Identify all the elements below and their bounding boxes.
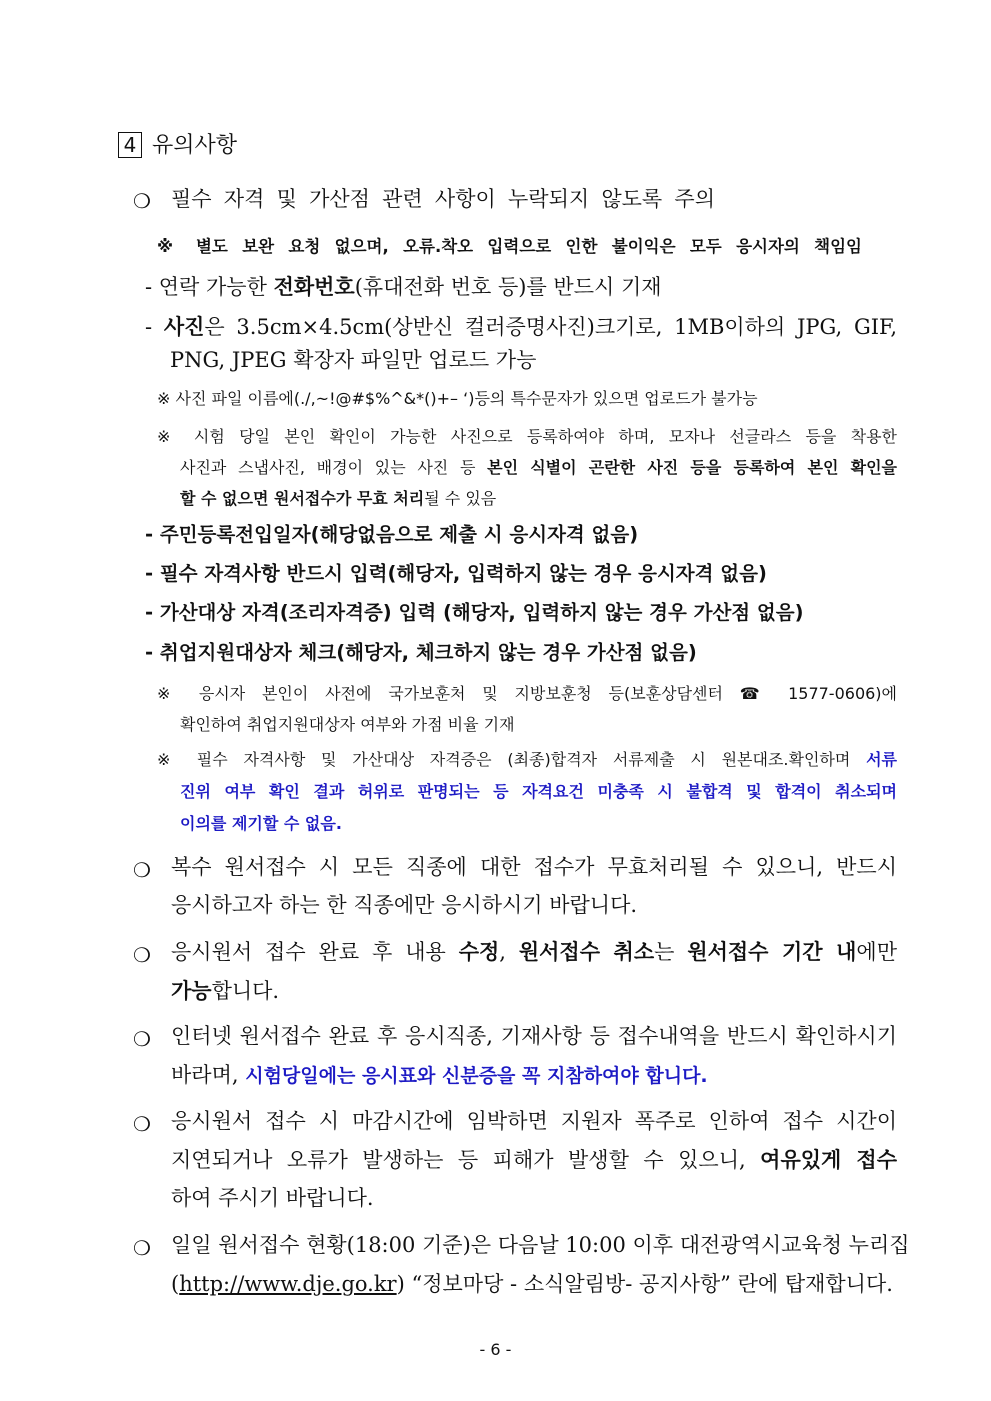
b3-plain-2: , (499, 940, 519, 964)
bullet-4-line-1: 인터넷 원서접수 완료 후 응시직종, 기재사항 등 접수내역을 반드시 확인하시기 (171, 1024, 897, 1048)
bullet-1-text: 필수 자격 및 가산점 관련 사항이 누락되지 않도록 주의 (171, 187, 715, 211)
b3-plain-1: 응시원서 접수 완료 후 내용 (171, 940, 459, 964)
photo-line-1 (145, 317, 897, 338)
bullet-3-line-1 (171, 942, 897, 963)
note-veteran-pre: ※ 응시자 본인이 사전에 국가보훈처 및 지방보훈청 등(보훈상담센터 (157, 684, 740, 703)
note-veteran-line-1 (157, 686, 897, 702)
bullet-6-line-2 (171, 1274, 893, 1295)
note-verify-line-1 (157, 752, 897, 768)
website-link[interactable]: http://www.dje.go.kr (179, 1272, 397, 1296)
photo-rest: 은 3.5cm×4.5cm(상반신 컬러증명사진)크기로, 1MB이하의 JPG, GIF, (204, 315, 897, 339)
bullet-5-line-1: 응시원서 접수 시 마감시간에 임박하면 지원자 폭주로 인하여 접수 시간이 (171, 1109, 897, 1133)
note-verify-plain: ※ 필수 자격사항 및 가산대상 자격증은 (최종)합격자 서류제출 시 원본대조.확인하며 (157, 750, 867, 769)
notice-bold: ※ 별도 보완 요청 없으며, 오류.착오 입력으로 인한 불이익은 모두 응시자의 책임임 (157, 237, 862, 256)
b3-plain-4: 에만 (856, 940, 897, 964)
bullet-5-line-3: 하여 주시기 바랍니다. (171, 1186, 374, 1210)
photo-prefix: - (145, 315, 164, 339)
page-number: - 6 - (479, 1340, 512, 1359)
dash-required: - 필수 자격사항 반드시 입력(해당자, 입력하지 않는 경우 응시자격 없음) (145, 562, 767, 585)
bullet-icon: ❍ (133, 1236, 151, 1260)
phone-line (145, 277, 662, 298)
bullet-3-line-2 (171, 981, 279, 1002)
dash-resident: - 주민등록전입일자(해당없음으로 제출 시 응시자격 없음) (145, 523, 639, 546)
note-exam-line-3-plain: 될 수 있음 (424, 489, 497, 508)
note-verify-blue-1: 서류 (866, 750, 897, 769)
note-veteran-line-2: 확인하여 취업지원대상자 여부와 가점 비율 기재 (180, 715, 515, 734)
b3-bold-2: 원서접수 취소 (518, 940, 655, 964)
phone-bold: 전화번호 (273, 275, 355, 299)
b4-plain: 바라며, (171, 1063, 246, 1087)
note-verify-line-2: 진위 여부 확인 결과 허위로 판명되는 등 자격요건 미충족 시 불합격 및 합격이 취소되며 (180, 782, 897, 801)
note-exam-line-3-bold: 할 수 없으면 원서접수가 무효 처리 (180, 489, 425, 508)
section-heading (118, 132, 237, 158)
bullet-2-line-2: 응시하고자 하는 한 직종에만 응시하시기 바랍니다. (171, 893, 638, 917)
b5-plain: 지연되거나 오류가 발생하는 등 피해가 발생할 수 있으니, (171, 1148, 761, 1172)
photo-line-2: PNG, JPEG 확장자 파일만 업로드 가능 (170, 348, 537, 372)
b3-plain-5: 합니다. (211, 979, 280, 1003)
note-exam-line-1: ※ 시험 당일 본인 확인이 가능한 사진으로 등록하여야 하며, 모자나 선글라스 등을 착용한 (157, 427, 897, 446)
note-photo-name: ※ 사진 파일 이름에(./,~!@#$%^&*()+– ‘)등의 특수문자가 있으면 업로드가 불가능 (157, 389, 758, 408)
b6-rest: “정보마당 - 소식알림방- 공지사항” 란에 탑재합니다. (404, 1272, 893, 1296)
phone-suffix: (휴대전화 번호 등)를 반드시 기재 (354, 275, 662, 299)
telephone-icon: ☎ (739, 684, 772, 703)
b6-open-paren: ( (171, 1272, 180, 1296)
b4-blue: 시험당일에는 응시표와 신분증을 꼭 지참하여야 합니다. (245, 1065, 708, 1087)
bullet-icon: ❍ (133, 1112, 151, 1136)
b3-bold-3: 원서접수 기간 내 (687, 940, 857, 964)
bullet-5-line-2 (171, 1150, 897, 1171)
note-exam-line-2-bold: 본인 식별이 곤란한 사진 등을 등록하여 본인 확인을 (487, 458, 897, 477)
bullet-2-line-1: 복수 원서접수 시 모든 직종에 대한 접수가 무효처리될 수 있으니, 반드시 (171, 855, 897, 879)
dash-bonus: - 가산대상 자격(조리자격증) 입력 (해당자, 입력하지 않는 경우 가산점 없음) (145, 601, 804, 624)
b5-bold: 여유있게 접수 (760, 1148, 897, 1172)
note-exam-line-3 (180, 491, 496, 507)
section-number-box: 4 (118, 132, 142, 158)
bullet-4-line-2 (171, 1065, 708, 1086)
photo-bold: 사진 (163, 315, 205, 339)
phone-prefix: - 연락 가능한 (145, 275, 274, 299)
bullet-icon: ❍ (133, 943, 151, 967)
note-verify-line-3: 이의를 제기할 수 없음. (180, 814, 342, 833)
b3-plain-3: 는 (654, 940, 688, 964)
bullet-6-line-1: 일일 원서접수 현황(18:00 기준)은 다음날 10:00 이후 대전광역시교육청 누리집 (171, 1233, 910, 1257)
b3-bold-1: 수정 (458, 940, 500, 964)
bullet-icon: ❍ (133, 1027, 151, 1051)
bullet-icon: ❍ (133, 189, 151, 213)
b6-close-paren: ) (396, 1272, 405, 1296)
note-exam-line-2-plain: 사진과 스냅사진, 배경이 있는 사진 등 (180, 458, 488, 477)
dash-employment: - 취업지원대상자 체크(해당자, 체크하지 않는 경우 가산점 없음) (145, 641, 697, 664)
bullet-icon: ❍ (133, 858, 151, 882)
note-exam-line-2 (180, 460, 897, 476)
section-title: 유의사항 (152, 133, 238, 158)
note-veteran-post: 1577-0606)에 (771, 684, 897, 703)
b3-bold-4: 가능 (171, 979, 212, 1003)
